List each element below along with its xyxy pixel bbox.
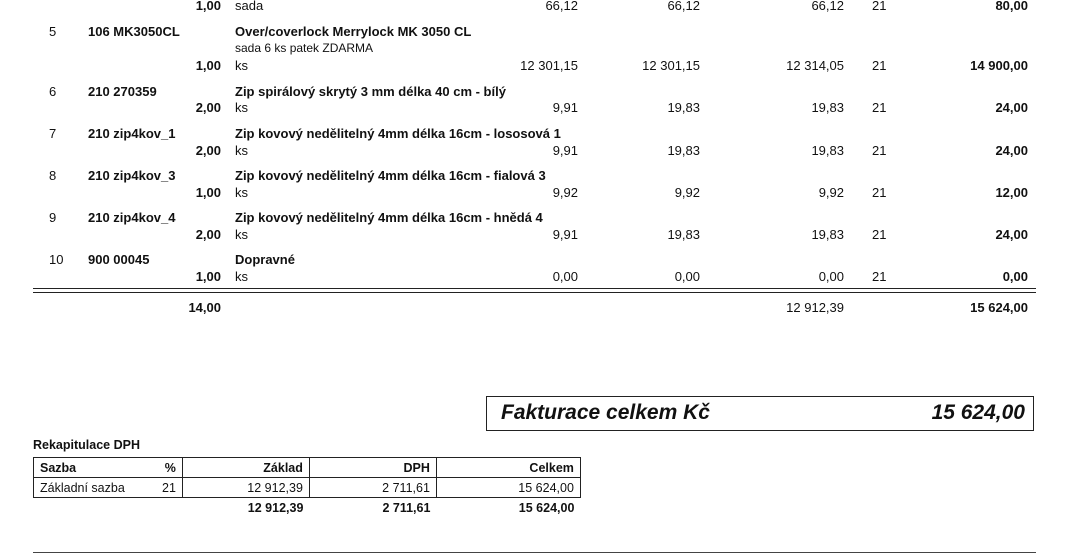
vat-rate: 21 (872, 143, 887, 158)
item-code: 210 zip4kov_3 (88, 168, 176, 183)
gross-amount: 24,00 (995, 100, 1028, 115)
item-note: sada 6 ks patek ZDARMA (235, 41, 374, 55)
empty-cell (34, 498, 157, 518)
vat-base: 12 912,39 (182, 478, 309, 498)
item-code: 210 zip4kov_4 (88, 210, 176, 225)
base-amount: 0,00 (818, 269, 844, 284)
vat-rate: 21 (872, 227, 887, 242)
grand-total-label: Fakturace celkem Kč (501, 401, 710, 424)
unit-price: 9,91 (552, 100, 578, 115)
base-amount: 66,12 (811, 0, 844, 13)
vat-amount: 2 711,61 (309, 478, 436, 498)
grand-total-box (486, 396, 1034, 431)
vat-rate: 21 (872, 185, 887, 200)
unit: ks (235, 185, 248, 200)
qty: 1,00 (195, 58, 221, 73)
separator-line (33, 292, 1036, 293)
vat-rate: 21 (872, 0, 887, 13)
item-code: 210 270359 (88, 84, 157, 99)
total-base: 12 912,39 (786, 300, 844, 315)
col-zaklad: Základ (182, 458, 309, 478)
item-name: Zip kovový nedělitelný 4mm délka 16cm - hnědá 4 (235, 210, 543, 225)
vat-rate: 21 (872, 269, 887, 284)
unit: ks (235, 143, 248, 158)
col-dph: DPH (309, 458, 436, 478)
gross-amount: 12,00 (995, 185, 1028, 200)
line-total: 19,83 (667, 227, 700, 242)
footer-line (33, 552, 1036, 553)
unit-price: 9,91 (552, 143, 578, 158)
item-code: 106 MK3050CL (88, 24, 180, 39)
row-number: 6 (49, 84, 57, 99)
qty: 2,00 (195, 143, 221, 158)
row-number: 5 (49, 24, 57, 39)
vat-header-row (34, 458, 581, 478)
unit-price: 9,91 (552, 227, 578, 242)
qty: 2,00 (195, 227, 221, 242)
row-number: 9 (49, 210, 57, 225)
vat-sum-dph: 2 711,61 (382, 500, 431, 515)
line-total: 0,00 (674, 269, 700, 284)
gross-amount: 0,00 (1002, 269, 1028, 284)
separator-line (33, 288, 1036, 289)
item-name: Dopravné (235, 252, 295, 267)
line-total: 66,12 (667, 0, 700, 13)
col-celkem: Celkem (436, 458, 580, 478)
base-amount: 19,83 (811, 100, 844, 115)
base-amount: 19,83 (811, 227, 844, 242)
total-qty: 14,00 (188, 300, 221, 315)
line-total: 9,92 (674, 185, 700, 200)
vat-rate-name: Základní sazba (34, 478, 157, 498)
line-total: 19,83 (667, 143, 700, 158)
vat-recap-table (33, 457, 581, 517)
unit-price: 66,12 (545, 0, 578, 13)
item-code: 900 00045 (88, 252, 150, 267)
item-name: Zip kovový nedělitelný 4mm délka 16cm - fialová 3 (235, 168, 546, 183)
vat-total: 15 624,00 (436, 478, 580, 498)
vat-sum-row (34, 498, 581, 518)
base-amount: 19,83 (811, 143, 844, 158)
vat-sum-base: 12 912,39 (247, 500, 304, 515)
gross-amount: 24,00 (995, 143, 1028, 158)
item-code: 210 zip4kov_1 (88, 126, 176, 141)
item-name: Over/coverlock Merrylock MK 3050 CL (235, 24, 472, 39)
vat-pct: 21 (156, 478, 182, 498)
unit: ks (235, 227, 248, 242)
unit: ks (235, 269, 248, 284)
row-number: 8 (49, 168, 57, 183)
grand-total-value: 15 624,00 (931, 401, 1025, 424)
base-amount: 9,92 (818, 185, 844, 200)
col-pct: % (156, 458, 182, 478)
qty: 1,00 (195, 269, 221, 284)
total-gross: 15 624,00 (970, 300, 1028, 315)
unit: sada (235, 0, 264, 13)
item-name: Zip kovový nedělitelný 4mm délka 16cm - lososová 1 (235, 126, 561, 141)
unit-price: 9,92 (552, 185, 578, 200)
vat-data-row (34, 478, 581, 498)
row-number: 10 (49, 252, 64, 267)
qty: 2,00 (195, 100, 221, 115)
qty: 1,00 (195, 185, 221, 200)
unit-price: 12 301,15 (520, 58, 578, 73)
gross-amount: 24,00 (995, 227, 1028, 242)
vat-recap-title: Rekapitulace DPH (33, 438, 140, 452)
unit: ks (235, 58, 248, 73)
row-number: 7 (49, 126, 57, 141)
line-total: 19,83 (667, 100, 700, 115)
vat-rate: 21 (872, 58, 887, 73)
line-total: 12 301,15 (642, 58, 700, 73)
unit-price: 0,00 (552, 269, 578, 284)
item-name: Zip spirálový skrytý 3 mm délka 40 cm - bílý (235, 84, 506, 99)
unit: ks (235, 100, 248, 115)
col-sazba: Sazba (34, 458, 157, 478)
gross-amount: 80,00 (995, 0, 1028, 13)
vat-rate: 21 (872, 100, 887, 115)
qty: 1,00 (195, 0, 221, 13)
vat-sum-total: 15 624,00 (518, 500, 575, 515)
gross-amount: 14 900,00 (970, 58, 1028, 73)
empty-cell (156, 498, 182, 518)
base-amount: 12 314,05 (786, 58, 844, 73)
